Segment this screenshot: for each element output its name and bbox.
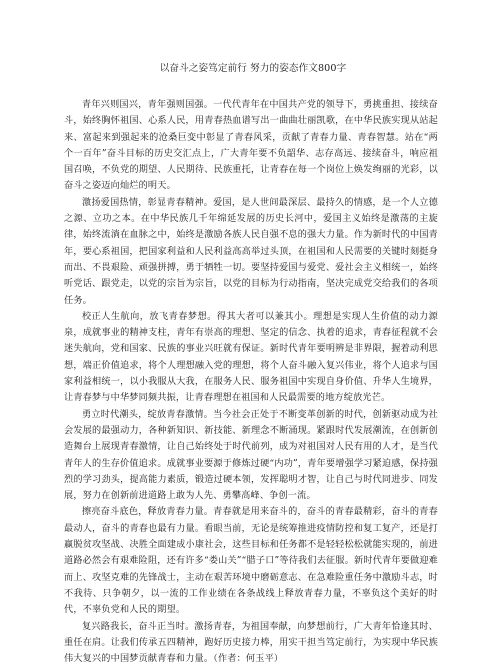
article-paragraph-5: 擦亮奋斗底色，释放青春力量。青春就是用来奋斗的，奋斗的青春最精彩，奋斗的青春最动人，奋斗的青春也最有力量。看眼当前，无论是统筹推进疫情防控和复工复产，还是打赢脱贫攻坚战、决胜全面建成小康社会，这些目标和任务都不是轻轻松松就能实现的，前进道路必然会有艰难险阻，还有许多“娄山关”“腊子口”等待我们去征服。新时代青年要做迎难而上、攻坚克难的先锋战士，主动在艰苦环境中磨砺意志、在急难险重任务中激励斗志，时不我待、只争朝夕，以一流的工作业绩在各条战线上释放青春力量，不辜负这个美好的时代，不辜负党和人民的期望。	[64, 504, 438, 618]
article-paragraph-2: 激扬爱国热情，彰显青春精神。爱国，是人世间最深层、最持久的情感，是一个人立德之源、立功之本。在中华民族几千年绵延发展的历史长河中，爱国主义始终是激荡的主旋律，始终流淌在血脉之中，始终是激励各族人民自强不息的强大力量。作为新时代的中国青年，要心系祖国，把国家利益和人民利益高高举过头顶，在祖国和人民需要的关键时刻挺身而出、不畏艰险、顽强拼搏，勇于牺牲一切。要坚持爱国与爱党、爱社会主义相统一，始终听党话、跟党走，以党的宗旨为宗旨，以党的目标为行动指南，坚决完成党交给我们的各项任务。	[64, 195, 438, 309]
article-paragraph-1: 青年兴则国兴，青年强则国强。一代代青年在中国共产党的领导下，勇挑重担、接续奋斗，始终胸怀祖国、心系人民，用青春热血谱写出一曲曲壮丽凯歌，在中华民族实现从站起来、富起来到强起来的沧桑巨变中彰显了青春风采，贡献了青春力量、青春智慧。站在“两个一百年”奋斗目标的历史交汇点上，广大青年要不负韶华、志存高远、接续奋斗，响应祖国召唤，不负党的期望、人民期待、民族重托，让青春在每一个岗位上焕发绚丽的光彩，以奋斗之姿迈向灿烂的明天。	[64, 97, 438, 195]
article-paragraph-3: 校正人生航向，放飞青春梦想。得其大者可以兼其小。理想是实现人生价值的动力源泉，成就事业的精神支柱，青年有崇高的理想、坚定的信念、执着的追求，青春征程就不会迷失航向，党和国家、民族的事业兴旺就有保证。新时代青年要明辨是非界限，握着动利思想，端正价值追求，将个人理想融入党的理想，将个人奋斗融入复兴伟业，将个人追求与国家利益相统一，以小我服从大我，在服务人民、服务祖国中实现自身价值、升华人生境界，让青春梦与中华梦同频共振，让青春理想在祖国和人民最需要的地方绽放光芒。	[64, 309, 438, 407]
article-paragraph-6: 复兴路我长，奋斗正当时。激扬青春，为祖国奉献，向梦想前行，广大青年恰逢其时、重任在肩。让我们传承五四精神，跑好历史接力棒，用实干担当笃定前行，为实现中华民族伟大复兴的中国梦贡献青春和力量。（作者：何玉平）	[64, 619, 438, 667]
article-paragraph-4: 勇立时代潮头，绽放青春激情。当今社会正处于不断变革创新的时代，创新驱动成为社会发展的最强动力，各种新知识、新技能、新理念不断涌现。紧跟时代发展潮流，在创新创造舞台上展现青春激情，让自己始终处于时代前列，成为对祖国对人民有用的人才，是当代青年人的生存价值追求。成就事业要源于修炼过硬“内功”，青年要增强学习紧迫感，保持强烈的学习劲头，提高能力素质，锻造过硬本领，发挥聪明才智，让自己与时代同进步、同发展，努力在创新前进道路上敢为人先、勇攀高峰、争创一流。	[64, 407, 438, 505]
article-title: 以奋斗之姿笃定前行 努力的姿态作文800字	[64, 62, 438, 75]
